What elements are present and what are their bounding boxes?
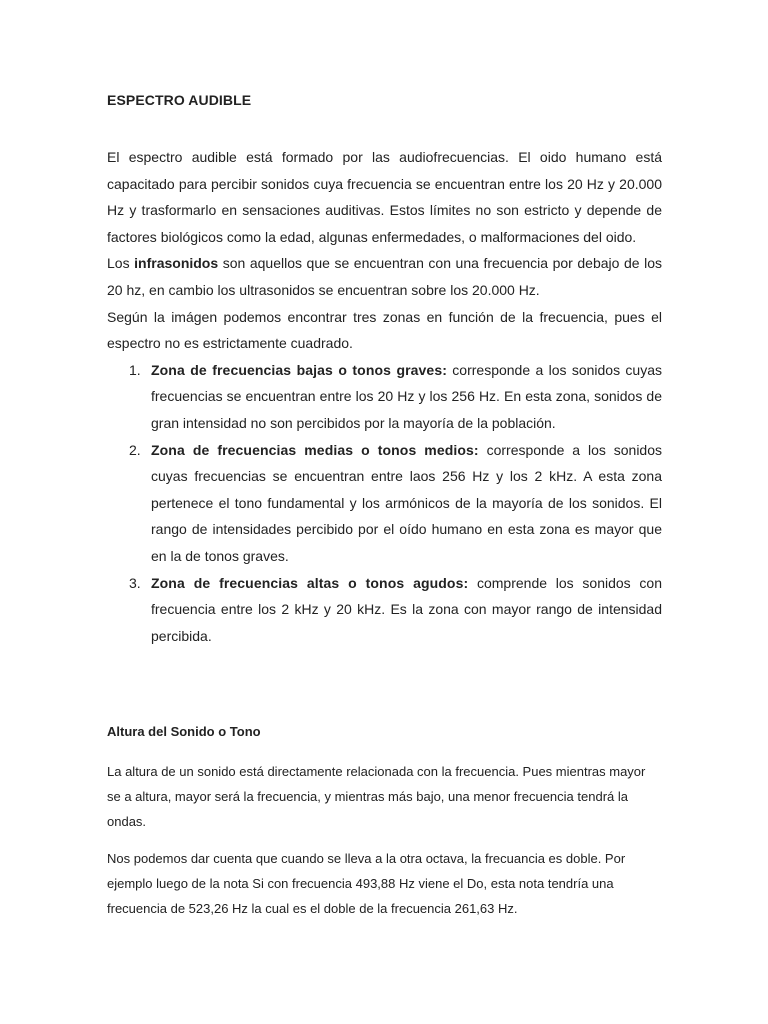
infrasonidos-text: son aquellos que se encuentran con una frecuencia por debajo de los 20 hz, en cambio los ultrasonidos se encuentran sobre los 20.000 Hz. bbox=[107, 255, 662, 298]
zone-text: corresponde a los sonidos cuyas frecuencias se encuentran entre los 20 Hz y los 256 Hz. En esta zona, sonidos de gran intensidad no son percibidos por la mayoría de la población. bbox=[151, 361, 662, 431]
intro-paragraph: El espectro audible está formado por las audiofrecuencias. El oido humano está capacitado para percibir sonidos cuya frecuencia se encuentran entre los 20 Hz y 20.000 Hz y trasformarlo en sensaciones auditivas. Estos límites no son estricto y depende de factores biológicos como la edad, algunas enfermedades, o malformaciones del oido. bbox=[107, 149, 662, 245]
zone-title: Zona de frecuencias medias o tonos medios: bbox=[151, 441, 479, 458]
infrasonidos-term: infrasonidos bbox=[134, 255, 219, 272]
document-title: ESPECTRO AUDIBLE bbox=[107, 92, 252, 108]
section-heading: Altura del Sonido o Tono bbox=[107, 724, 261, 739]
section-espectro bbox=[107, 144, 662, 649]
altura-paragraph-1: La altura de un sonido está directamente relacionada con la frecuencia. Pues mientras mayor se a altura, mayor será la frecuencia, y mientras más bajo, una menor frecuencia tendrá la ondas. bbox=[107, 764, 646, 829]
list-item-number: 2. bbox=[129, 441, 141, 458]
infrasonidos-prefix: Los bbox=[107, 255, 135, 272]
zones-intro-paragraph: Según la imágen podemos encontrar tres zonas en función de la frecuencia, pues el espectro no es estrictamente cuadrado. bbox=[107, 308, 662, 352]
altura-paragraph-2: Nos podemos dar cuenta que cuando se lleva a la otra octava, la frecuancia es doble. Por ejemplo luego de la nota Si con frecuencia 493,88 Hz viene el Do, esta nota tendría una frecuencia de 523,26 Hz la cual es el doble de la frecuencia 261,63 Hz. bbox=[107, 851, 626, 916]
infrasonidos-paragraph bbox=[107, 250, 662, 303]
list-item bbox=[107, 357, 662, 437]
zones-list bbox=[107, 357, 662, 650]
list-item-number: 1. bbox=[129, 361, 141, 378]
list-item bbox=[107, 570, 662, 650]
zone-text: comprende los sonidos con frecuencia entre los 2 kHz y 20 kHz. Es la zona con mayor rango de intensidad percibida. bbox=[151, 574, 663, 644]
zone-title: Zona de frecuencias bajas o tonos graves: bbox=[151, 361, 447, 378]
zone-title: Zona de frecuencias altas o tonos agudos: bbox=[151, 574, 469, 591]
list-item-number: 3. bbox=[129, 574, 141, 591]
section-altura bbox=[107, 759, 662, 933]
list-item bbox=[107, 437, 662, 570]
zone-text: corresponde a los sonidos cuyas frecuencias se encuentran entre laos 256 Hz y los 2 kHz. A esta zona pertenece el tono fundamental y los armónicos de la mayoría de los sonidos. El rango de intensidades percibido por el oído humano en esta zona es mayor que en la de tonos graves. bbox=[151, 441, 663, 564]
